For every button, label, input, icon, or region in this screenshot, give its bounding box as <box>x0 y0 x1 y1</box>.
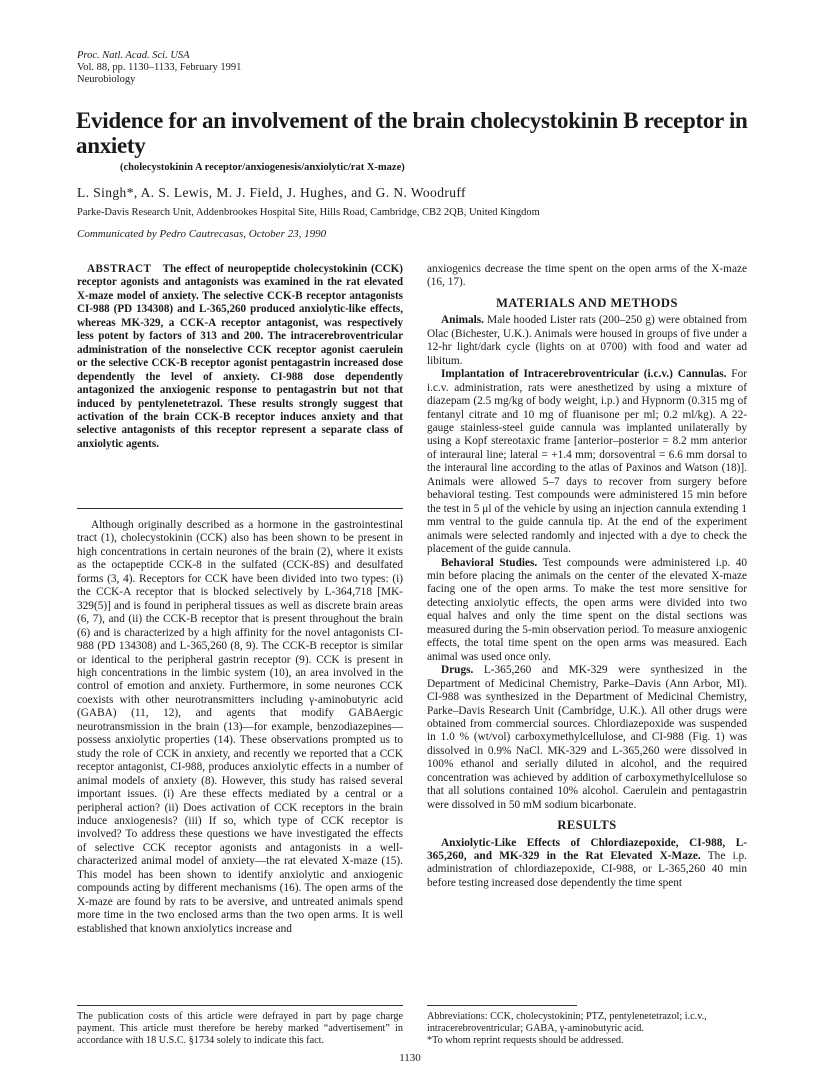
results-heading: RESULTS <box>557 818 617 833</box>
intro-continuation: anxiogenics decrease the time spent on the open arms of the X-maze (16, 17). <box>427 263 747 289</box>
communicated-by: Communicated by Pedro Cautrecasas, October 23, 1990 <box>77 228 327 240</box>
footnote-divider-left <box>77 1005 403 1006</box>
keywords: (cholecystokinin A receptor/anxiogenesis/anxiolytic/rat X-maze) <box>120 162 405 173</box>
right-column <box>427 263 747 890</box>
journal-header <box>77 50 241 86</box>
authors: L. Singh*, A. S. Lewis, M. J. Field, J. Hughes, and G. N. Woodruff <box>77 185 466 200</box>
intro-paragraph: Although originally described as a hormone in the gastrointestinal tract (1), cholecystokinin (CCK) also has been shown to be present in high concentrations in certain neurones of the brain (2), where it exists as the octapeptide CCK-8 in the sulfated (CCK-8S) and desulfated forms (3, 4). Receptors for CCK have been divided into two types: (i) the CCK-A receptor that is blocked selectively by L-364,718 [MK-329(5)] and is found in peripheral tissues as well as discrete brain areas (6, 7), and (ii) the CCK-B receptor that is present throughout the brain (6) and is characterized by a high affinity for the novel antagonists CI-988 (PD 134308) and L-365,260 (8, 9). The CCK-B receptor is similar or identical to the peripheral gastrin receptor (9). CCK is present in high concentrations in the limbic system (10), an area involved in the control of emotion and anxiety. Furthermore, in some neurones CCK coexists with other neurotransmitters including γ-aminobutyric acid (GABA) (11, 12), and agents that modify GABAergic neurotransmission in the brain (13)—for example, benzodiazepines—possess anxiolytic properties (14). These observations prompted us to study the role of CCK in anxiety, and recently we reported that a CCK receptor antagonist, CI-988, produces anxiolytic effects in a number of animal models of anxiety (8). However, this study has raised several important issues. (i) Are these effects mediated by a central or a peripheral action? (ii) Does activation of CCK receptors in the brain induce anxiogenesis? (iii) If so, which type of CCK receptor is involved? To address these questions we have investigated the effects of selective CCK receptor agonists and antagonists in a well-characterized animal model of anxiety—the rat elevated X-maze (15). This model has been shown to identify anxiolytic and anxiogenic compounds acting by different mechanisms (16). The open arms of the X-maze are found by rats to be aversive, and untreated animals spend more time in the two enclosed arms than the two open arms. It is well established that known anxiolytics increase and <box>77 519 403 935</box>
introduction <box>77 519 403 936</box>
behavior-label: Behavioral Studies. <box>441 556 538 569</box>
methods-heading: MATERIALS AND METHODS <box>496 295 678 310</box>
abstract-label: ABSTRACT <box>87 263 152 275</box>
methods-icv <box>427 368 747 556</box>
footnotes <box>427 1011 747 1047</box>
page-number: 1130 <box>399 1052 421 1064</box>
results-text: The i.p. administration of chlordiazepoxide, CI-988, or L-365,260 40 min before testing increased dose dependently the time spent <box>427 850 747 889</box>
journal-volume: Vol. 88, pp. 1130–1133, February 1991 <box>77 62 242 73</box>
drugs-label: Drugs. <box>441 664 474 677</box>
methods-behavior <box>427 557 747 665</box>
journal-section: Neurobiology <box>77 74 136 85</box>
animals-text: Male hooded Lister rats (200–250 g) were obtained from Olac (Bichester, U.K.). Animals were housed in groups of five under a 12-hr light/dark cycle (lights on at 0700) with food and water ad libitum. <box>427 314 747 367</box>
methods-animals <box>427 314 747 368</box>
abstract-text: The effect of neuropeptide cholecystokinin (CCK) receptor agonists and antagonists was examined in the rat elevated X-maze model of anxiety. The selective CCK-B receptor antagonists CI-988 (PD 134308) and L-365,260 produced anxiolytic-like effects, whereas MK-329, a CCK-A receptor antagonist, was respectively less potent by factors of 313 and 200. The intracerebroventricular administration of the nonselective CCK receptor agonist caerulein or the selective CCK-B receptor agonist pentagastrin increased dose dependently the level of anxiety. CI-988 dose dependently antagonized the anxiogenic response to pentagastrin but not that induced by pentylenetetrazol. These results strongly suggest that activation of the brain CCK-B receptor induces anxiety and that selective antagonists of this receptor represent a separate class of anxiolytic agents. <box>77 263 404 450</box>
results-sublabel: Anxiolytic-Like Effects of Chlordiazepoxide, CI-988, L-365,260, and MK-329 in the Rat Elevated X-Maze. <box>427 836 747 863</box>
animals-label: Animals. <box>441 314 484 327</box>
drugs-text: L-365,260 and MK-329 were synthesized in the Department of Medicinal Chemistry, Parke–Davis (Ann Arbor, MI). CI-988 was synthesized in the Department of Medicinal Chemistry, Parke–Davis Research Unit (Cambridge, U.K.). All other drugs were obtained from commercial sources. Chlordiazepoxide was suspended in 1.0 % (wt/vol) carboxymethylcellulose, and CI-988 (Fig. 1) was dissolved in 0.9% NaCl. MK-329 and L-365,260 were dissolved in 100% ethanol and serially diluted in alcohol, and the required concentration was achieved by addition of carboxymethylcellulose so that all solutions contained 10% alcohol. Caerulein and pentagastrin were dissolved in 50 mM sodium bicarbonate. <box>427 664 747 811</box>
affiliation: Parke-Davis Research Unit, Addenbrookes Hospital Site, Hills Road, Cambridge, CB2 2QB, United Kingdom <box>77 207 540 218</box>
abstract <box>77 263 403 451</box>
article-title: Evidence for an involvement of the brain cholecystokinin B receptor in anxiety <box>76 108 748 158</box>
journal-name: Proc. Natl. Acad. Sci. USA <box>77 50 190 61</box>
icv-text: For i.c.v. administration, rats were anesthetized by using a mixture of diazepam (2.5 mg/kg of body weight, i.p.) and Hypnorm (0.315 mg of fentanyl citrate and 10 mg of fluanisone per ml; 0.2 ml/kg). A 22-gauge stainless-steel guide cannula was implanted unilaterally by using a Kopf stereotaxic frame [anterior–posterior = 8.2 mm anterior of interaural line; lateral = +1.4 mm; dorsoventral = 6.6 mm dorsal to the interaural line according to the atlas of Paxinos and Watson (18)]. Animals were allowed 5–7 days to recover from surgery before behavioral testing. Test compounds were administered 15 min before the test in 5 μl of the vehicle by using an injection cannula extending 1 mm ventral to the guide cannula tip. At the end of the experiment animals were selected randomly and injected with a dye to check the placement of the guide cannula. <box>427 368 747 556</box>
footnote-divider-right <box>427 1005 577 1006</box>
methods-drugs <box>427 664 747 812</box>
abstract-divider <box>77 508 403 509</box>
abbreviations-note: Abbreviations: CCK, cholecystokinin; PTZ, pentylenetetrazol; i.c.v., intracerebroventricular; GABA, γ-aminobutyric acid. <box>427 1011 707 1034</box>
correspondence-note: *To whom reprint requests should be addressed. <box>427 1035 624 1046</box>
results-paragraph <box>427 837 747 891</box>
publication-cost-note: The publication costs of this article were defrayed in part by page charge payment. This article must therefore be hereby marked “advertisement” in accordance with 18 U.S.C. §1734 solely to indicate this fact. <box>77 1011 403 1046</box>
icv-label: Implantation of Intracerebroventricular (i.c.v.) Cannulas. <box>441 368 727 381</box>
behavior-text: Test compounds were administered i.p. 40 min before placing the animals on the center of the elevated X-maze facing one of the open arms. To make the test more sensitive for detecting anxiolytic effects, the open arms were divided into two equal halves and only the time spent on the distal sections was measured during the 5-min observation period. To measure anxiogenic effects, the total time spent on the open arms was measured. Each animal was used once only. <box>427 556 747 663</box>
